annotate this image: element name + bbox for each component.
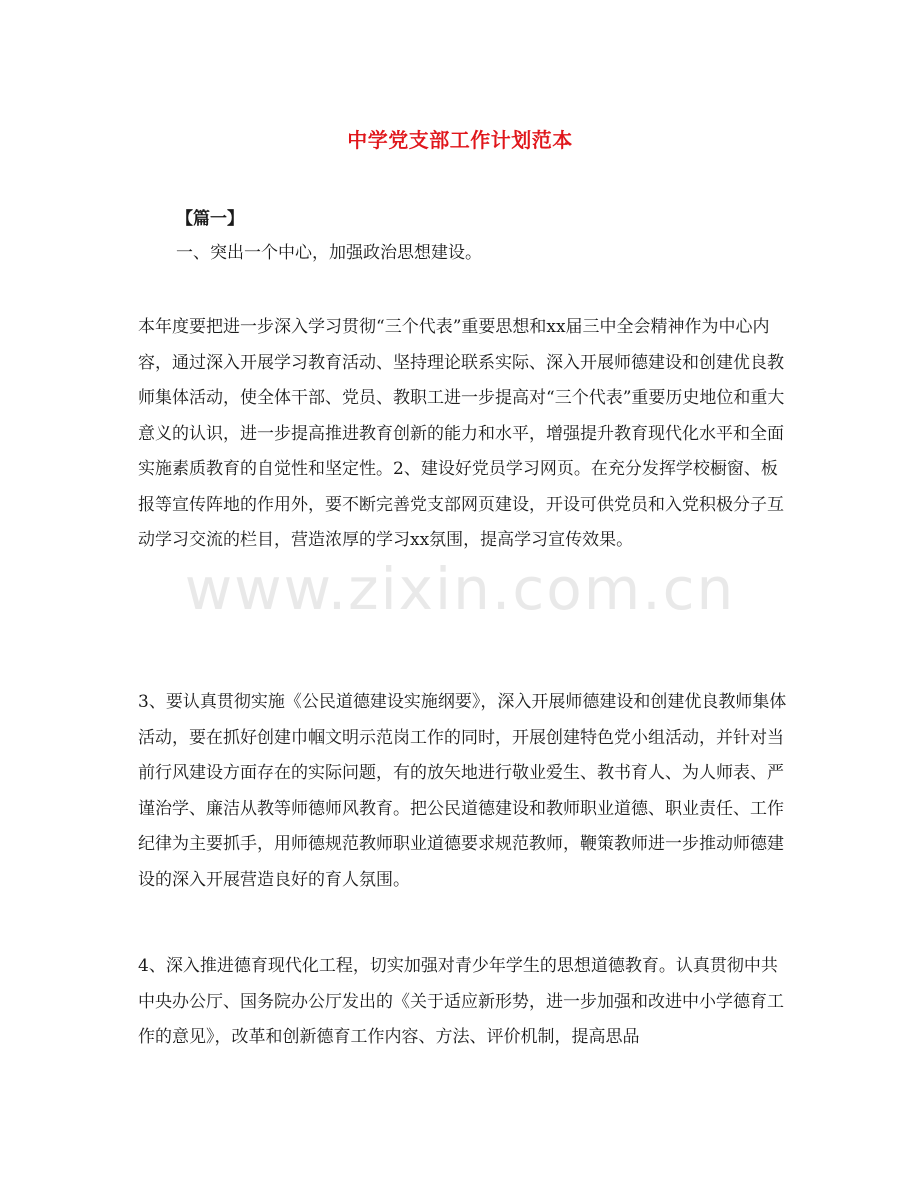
paragraph-2: 3、要认真贯彻实施《公民道德建设实施纲要》，深入开展师德建设和创建优良教师集体活动，要在抓好创建巾帼文明示范岗工作的同时，开展创建特色党小组活动，并针对当前行风建设方面存在的实际问题，有的放矢地进行敬业爱生、教书育人、为人师表、严谨治学、廉洁从教等师德师风教育。把公民道德建设和教师职业道德、职业责任、工作纪律为主要抓手，用师德规范教师职业道德要求规范教师，鞭策教师进一步推动师德建设的深入开展营造良好的育人氛围。 <box>138 692 787 890</box>
watermark: www.zixin.com.cn <box>184 555 736 623</box>
section-label: 【篇一】 <box>176 209 244 229</box>
document-title: 中学党支部工作计划范本 <box>347 128 573 152</box>
sub-heading: 一、突出一个中心，加强政治思想建设。 <box>176 243 482 263</box>
paragraph-1: 本年度要把进一步深入学习贯彻“三个代表”重要思想和xx届三中全会精神作为中心内容，通过深入开展学习教育活动、坚持理论联系实际、深入开展师德建设和创建优良教师集体活动，使全体干部、党员、教职工进一步提高对“三个代表”重要历史地位和重大意义的认识，进一步提高推进教育创新的能力和水平，增强提升教育现代化水平和全面实施素质教育的自觉性和坚定性。2、建设好党员学习网页。在充分发挥学校橱窗、板报等宣传阵地的作用外，要不断完善党支部网页建设，开设可供党员和入党积极分子互动学习交流的栏目，营造浓厚的学习xx氛围，提高学习宣传效果。 <box>138 317 785 550</box>
paragraph-3: 4、深入推进德育现代化工程，切实加强对青少年学生的思想道德教育。认真贯彻中共中央办公厅、国务院办公厅发出的《关于适应新形势，进一步加强和改进中小学德育工作的意见》，改革和创新德育工作内容、方法、评价机制，提高思品 <box>138 956 784 1047</box>
